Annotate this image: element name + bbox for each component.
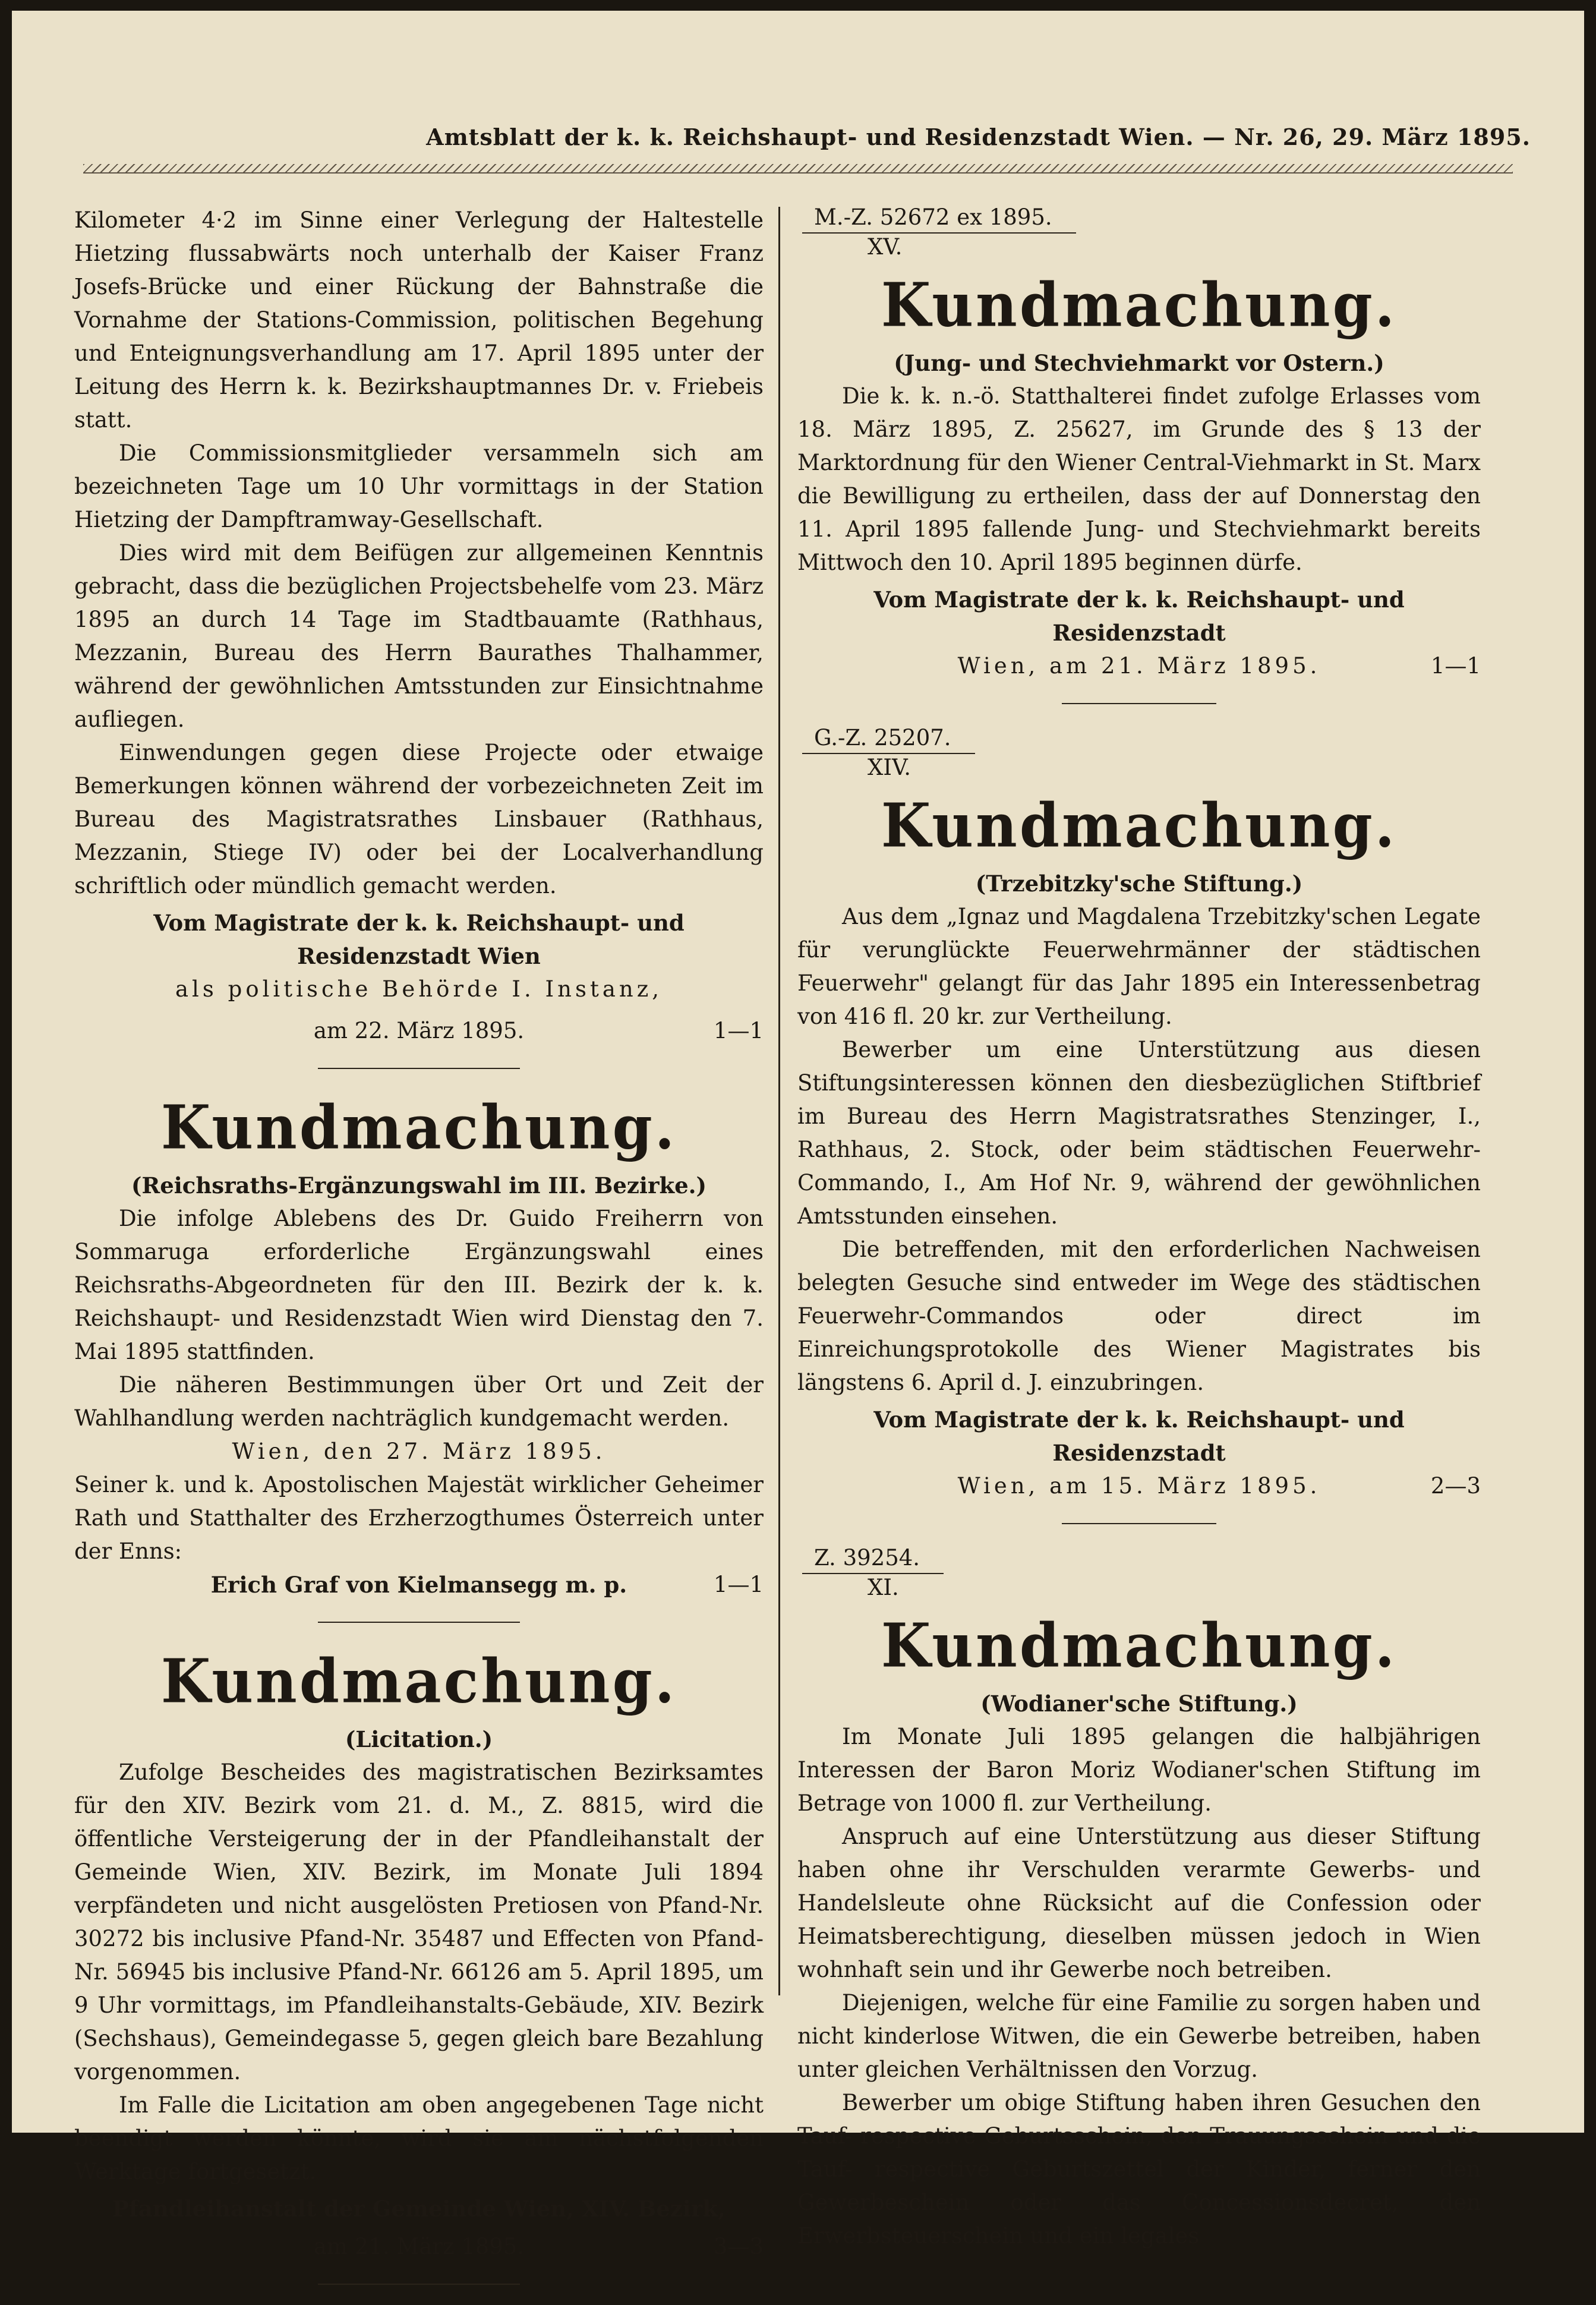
paragraph: Die k. k. n.-ö. Statthalterei findet zufolge Erlasses vom 18. März 1895, Z. 25627, im Grunde des § 13 der Marktordnung für den Wiener Central-Viehmarkt in St. Marx die Bewilligung zu ertheilen, dass der auf Donnerstag den 11. April 1895 fallende Jung- und Stechviehmarkt bereits Mittwoch den 10. April 1895 beginnen dürfe. [797,383,1481,575]
notice-reichsrath [74,1089,764,1601]
notice-wodianer [797,1544,1481,2253]
authority: Vom Magistrate der k. k. Reichshaupt- und Residenzstadt [873,1407,1405,1466]
date: Wien, am 15. März 1895. [957,1473,1321,1499]
date: Wien, den 27. März 1895. [232,1439,606,1464]
authority-line-2: als politische Behörde I. Instanz, [175,976,663,1002]
right-column [797,204,1481,2253]
reference-number: 3—3 [713,2234,764,2259]
notice-licitation [74,1643,764,2285]
paragraph: Die infolge Ablebens des Dr. Guido Freiherrn von Sommaruga erforderliche Ergänzungswahl eines Reichsraths-Abgeordneten für den III. Bezirk der k. k. Reichshaupt- und Residenzstadt Wien wird Dienstag den 7. Mai 1895 stattfinden. [74,1206,764,1364]
reference-number: 1—1 [713,1572,764,1597]
signature-text: Seiner k. und k. Apostolischen Majestät wirklicher Geheimer Rath und Statthalter des Erzherzogthumes Österreich unter der Enns: [74,1472,764,1564]
paragraph: Bewerber um obige Stiftung haben ihren Gesuchen den Tauf- respective Geburtsschein, den Trauungsschein und die Tauf- respective Geburtszettel der Kinder, ferner den Gewerbeschein oder das Concessionsdecret, den Erwerbsteuerschein und ein legales [797,2090,1481,2249]
section-number: XI. [868,1575,899,1600]
notice-heading: Kundmachung. [160,1092,677,1163]
section-number: XIV. [868,755,911,780]
notice-viehmarkt [797,204,1481,683]
file-number: Z. 39254. [802,1544,944,1574]
left-column [74,204,764,2305]
separator [1062,1523,1216,1524]
notice-subtitle: (Licitation.) [345,1726,493,1752]
authority: Vom Magistrate der k. k. Reichshaupt- und Residenzstadt [873,587,1405,646]
paragraph: Kilometer 4·2 im Sinne einer Verlegung der Haltestelle Hietzing flussabwärts noch unterhalb der Kaiser Franz Josefs-Brücke und einer Rückung der Bahnstraße die Vornahme der Stations-Commission, politischen Begehung und Enteignungsverhandlung am 17. April 1895 unter der Leitung des Herrn k. k. Bezirkshauptmannes Dr. v. Friebeis statt. [74,207,764,433]
dateline [74,2230,764,2263]
separator [318,1068,520,1069]
paragraph: Aus dem „Ignaz und Magdalena Trzebitzky'schen Legate für verunglückte Feuerwehrmänner der städtischen Feuerwehr" gelangt für das Jahr 1895 ein Interessenbetrag von 416 fl. 20 kr. zur Vertheilung. [797,904,1481,1029]
header-rule [83,164,1513,174]
paragraph: Im Monate Juli 1895 gelangen die halbjährigen Interessen der Baron Moriz Wodianer'schen Stiftung im Betrage von 1000 fl. zur Vertheilung. [797,1724,1481,1816]
notice-subtitle: (Wodianer'sche Stiftung.) [980,1691,1298,1717]
paragraph: Die Commissionsmitglieder versammeln sich am bezeichneten Tage um 10 Uhr vormittags in der Station Hietzing der Dampftramway-Gesellschaft. [74,440,764,532]
paragraph: Die näheren Bestimmungen über Ort und Zeit der Wahlhandlung werden nachträglich kundgemacht werden. [74,1372,764,1431]
reference-block [802,724,1481,781]
reference-number: 1—1 [713,1018,764,1043]
reference-block [802,204,1481,261]
paragraph: Die betreffenden, mit den erforderlichen Nachweisen belegten Gesuche sind entweder im Wege des städtischen Feuerwehr-Commandos oder direct im Einreichungsprotokolle des Wiener Magistrates bis längstens 6. April d. J. einzubringen. [797,1237,1481,1395]
signer: Erich Graf von Kielmansegg m. p. [210,1572,627,1598]
paragraph: Diejenigen, welche für eine Familie zu sorgen haben und nicht kinderlose Witwen, die ein Gewerbe betreiben, haben unter gleichen Verhältnissen den Vorzug. [797,1990,1481,2082]
date: Wien, am 21. März 1895. [957,653,1321,679]
paragraph: Dies wird mit dem Beifügen zur allgemeinen Kenntnis gebracht, dass die bezüglichen Projectsbehelfe vom 23. März 1895 an durch 14 Tage im Stadtbauamte (Rathhaus, Mezzanin, Bureau des Herrn Baurathes Thalhammer, während der gewöhnlichen Amtsstunden zur Einsichtnahme aufliegen. [74,540,764,732]
notice-heading: Kundmachung. [160,1646,677,1717]
paragraph: Anspruch auf eine Unterstützung aus dieser Stiftung haben ohne ihr Verschulden verarmte Gewerbs- und Handelsleute ohne Rücksicht auf die Confession oder Heimatsberechtigung, dieselben müssen jedoch in Wien wohnhaft sein und ihr Gewerbe noch betreiben. [797,1824,1481,1982]
paragraph: Bewerber um eine Unterstützung aus diesen Stiftungsinteressen können den diesbezüglichen Stiftbrief im Bureau des Herrn Magistratsrathes Stenzinger, I., Rathhaus, 2. Stock, oder beim städtischen Feuerwehr-Commando, I., Am Hof Nr. 9, während der gewöhnlichen Amtsstunden einsehen. [797,1037,1481,1229]
signer-line [74,1568,764,1601]
page-header: Amtsblatt der k. k. Reichshaupt- und Residenzstadt Wien. — Nr. 26, 29. März 1895. [426,124,1531,150]
paragraph: Im Falle die Licitation am oben angegebenen Tage nicht beendigt werden könnte, wird sie am nächstfolgenden Werktage fortgesetzt. [74,2092,764,2184]
notice-heading: Kundmachung. [881,270,1398,340]
date: am 21. März 1895. [313,2234,525,2259]
intro-notice [74,204,764,1048]
dateline [797,649,1481,683]
separator [1062,703,1216,704]
reference-block [802,1544,1481,1601]
column-divider [778,207,780,1995]
reference-number: 1—1 [1430,653,1481,679]
authority: Pfandleihanstalt der Gemeinde Wien, XIV. Bezirk, [112,2196,726,2222]
authority: Vom Magistrate der k. k. Reichshaupt- und Residenzstadt Wien [153,910,685,969]
date: am 22. März 1895. [313,1018,525,1043]
file-number: M.-Z. 52672 ex 1895. [802,204,1076,234]
section-number: XV. [868,234,903,260]
paragraph: Zufolge Bescheides des magistratischen Bezirksamtes für den XIV. Bezirk vom 21. d. M., Z. 8815, wird die öffentliche Versteigerung der in der Pfandleihanstalt der Gemeinde Wien, XIV. Bezirk, im Monate Juli 1894 verpfändeten und nicht ausgelösten Pretiosen von Pfand-Nr. 30272 bis inclusive Pfand-Nr. 35487 und Effecten von Pfand-Nr. 56945 bis inclusive Pfand-Nr. 66126 am 5. April 1895, um 9 Uhr vormittags, im Pfandleihanstalts-Gebäude, XIV. Bezirk (Sechshaus), Gemeindegasse 5, gegen gleich bare Bezahlung vorgenommen. [74,1760,764,2085]
paragraph: Einwendungen gegen diese Projecte oder etwaige Bemerkungen können während der vorbezeichneten Zeit im Bureau des Magistratsrathes Linsbauer (Rathhaus, Mezzanin, Stiege IV) oder bei der Localverhandlung schriftlich oder mündlich gemacht werden. [74,740,764,898]
separator [318,1622,520,1623]
dateline [797,1470,1481,1503]
notice-heading: Kundmachung. [881,790,1398,861]
notice-heading: Kundmachung. [881,1610,1398,1681]
notice-subtitle: (Jung- und Stechviehmarkt vor Ostern.) [894,350,1384,376]
reference-number: 2—3 [1430,1473,1481,1499]
separator [318,2284,520,2285]
dateline [74,1014,764,1048]
newspaper-page [12,11,1584,2259]
notice-trzebitzky [797,724,1481,1503]
file-number: G.-Z. 25207. [802,724,975,754]
notice-subtitle: (Reichsraths-Ergänzungswahl im III. Bezirke.) [131,1172,707,1199]
notice-subtitle: (Trzebitzky'sche Stiftung.) [975,871,1303,897]
